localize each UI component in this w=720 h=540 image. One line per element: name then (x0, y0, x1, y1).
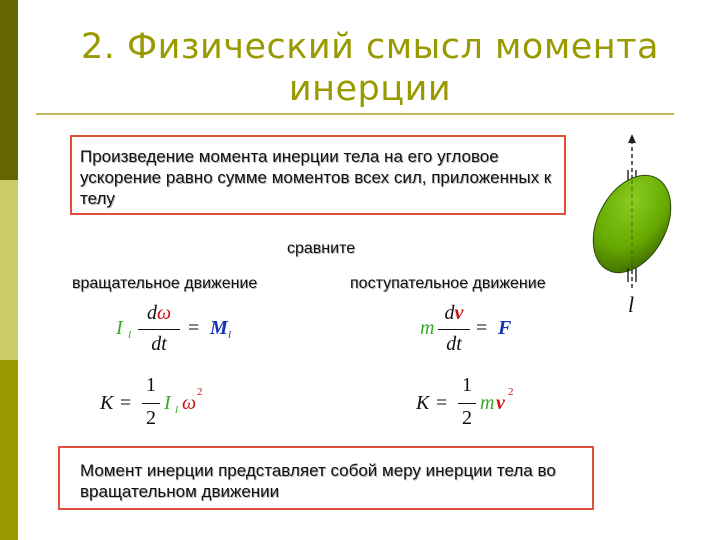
energy-symbol: K (416, 392, 430, 414)
fraction-bar (458, 403, 476, 404)
conclusion-text: Момент инерции представляет собой меру инерции тела во вращательном движении (80, 461, 556, 501)
denominator-two: 2 (146, 407, 156, 429)
title-line-2: инерции (288, 69, 452, 109)
title-divider (36, 113, 674, 115)
mass-symbol: m (480, 392, 495, 414)
one-half-fraction (458, 372, 476, 438)
square-exponent: 2 (508, 386, 514, 398)
axis-subscript: l (175, 404, 179, 416)
moment-of-inertia-symbol: I (164, 392, 171, 414)
torque-symbol: M (210, 317, 228, 339)
translational-label: поступательное движение (350, 275, 546, 292)
square-exponent: 2 (197, 386, 203, 398)
dt-symbol: dt (446, 333, 462, 355)
equals-sign: = (188, 317, 200, 339)
omega-symbol: ω (156, 302, 172, 324)
dt-symbol: dt (151, 333, 167, 355)
moment-of-inertia-symbol: I (116, 317, 123, 339)
axis-arrow-icon (628, 134, 636, 143)
mass-symbol: m (420, 317, 435, 339)
numerator-one: 1 (146, 374, 156, 396)
numerator-one: 1 (462, 374, 472, 396)
fraction-bar (438, 329, 470, 330)
force-symbol: F (498, 317, 512, 339)
equals-sign: = (476, 317, 488, 339)
velocity-symbol: v (454, 302, 464, 324)
fraction-bar (138, 329, 180, 330)
translational-energy-equation (416, 372, 526, 442)
differential-d: d (444, 302, 455, 324)
axis-label: l (628, 292, 635, 317)
torque-subscript: l (228, 329, 232, 341)
rotational-equation (116, 300, 236, 370)
one-half-fraction (142, 372, 160, 438)
rotational-energy-equation (100, 372, 220, 442)
stripe-mid (0, 360, 18, 540)
statement-box (70, 135, 566, 215)
axis-subscript: l (128, 329, 132, 341)
translational-equation (420, 300, 520, 370)
omega-symbol: ω (182, 392, 197, 414)
statement-text: Произведение момента инерции тела на его угловое ускорение равно сумме моментов всех сил, приложенных к телу (80, 147, 552, 208)
energy-symbol: K (100, 392, 114, 414)
compare-label: сравните (287, 240, 356, 257)
velocity-symbol: v (496, 392, 505, 414)
stripe-light (0, 180, 18, 360)
rotational-label: вращательное движение (72, 275, 258, 292)
page-title (40, 26, 700, 110)
conclusion-box (58, 446, 594, 510)
differential-d: d (146, 302, 157, 324)
denominator-two: 2 (462, 407, 472, 429)
velocity-derivative (438, 300, 470, 366)
title-line-1: 2. Физический смысл момента (81, 27, 659, 67)
equals-sign: = (436, 392, 448, 414)
equals-sign: = (120, 392, 132, 414)
rotating-body-illustration (578, 130, 688, 330)
stripe-dark (0, 0, 18, 180)
fraction-bar (142, 403, 160, 404)
angular-derivative (138, 300, 180, 366)
